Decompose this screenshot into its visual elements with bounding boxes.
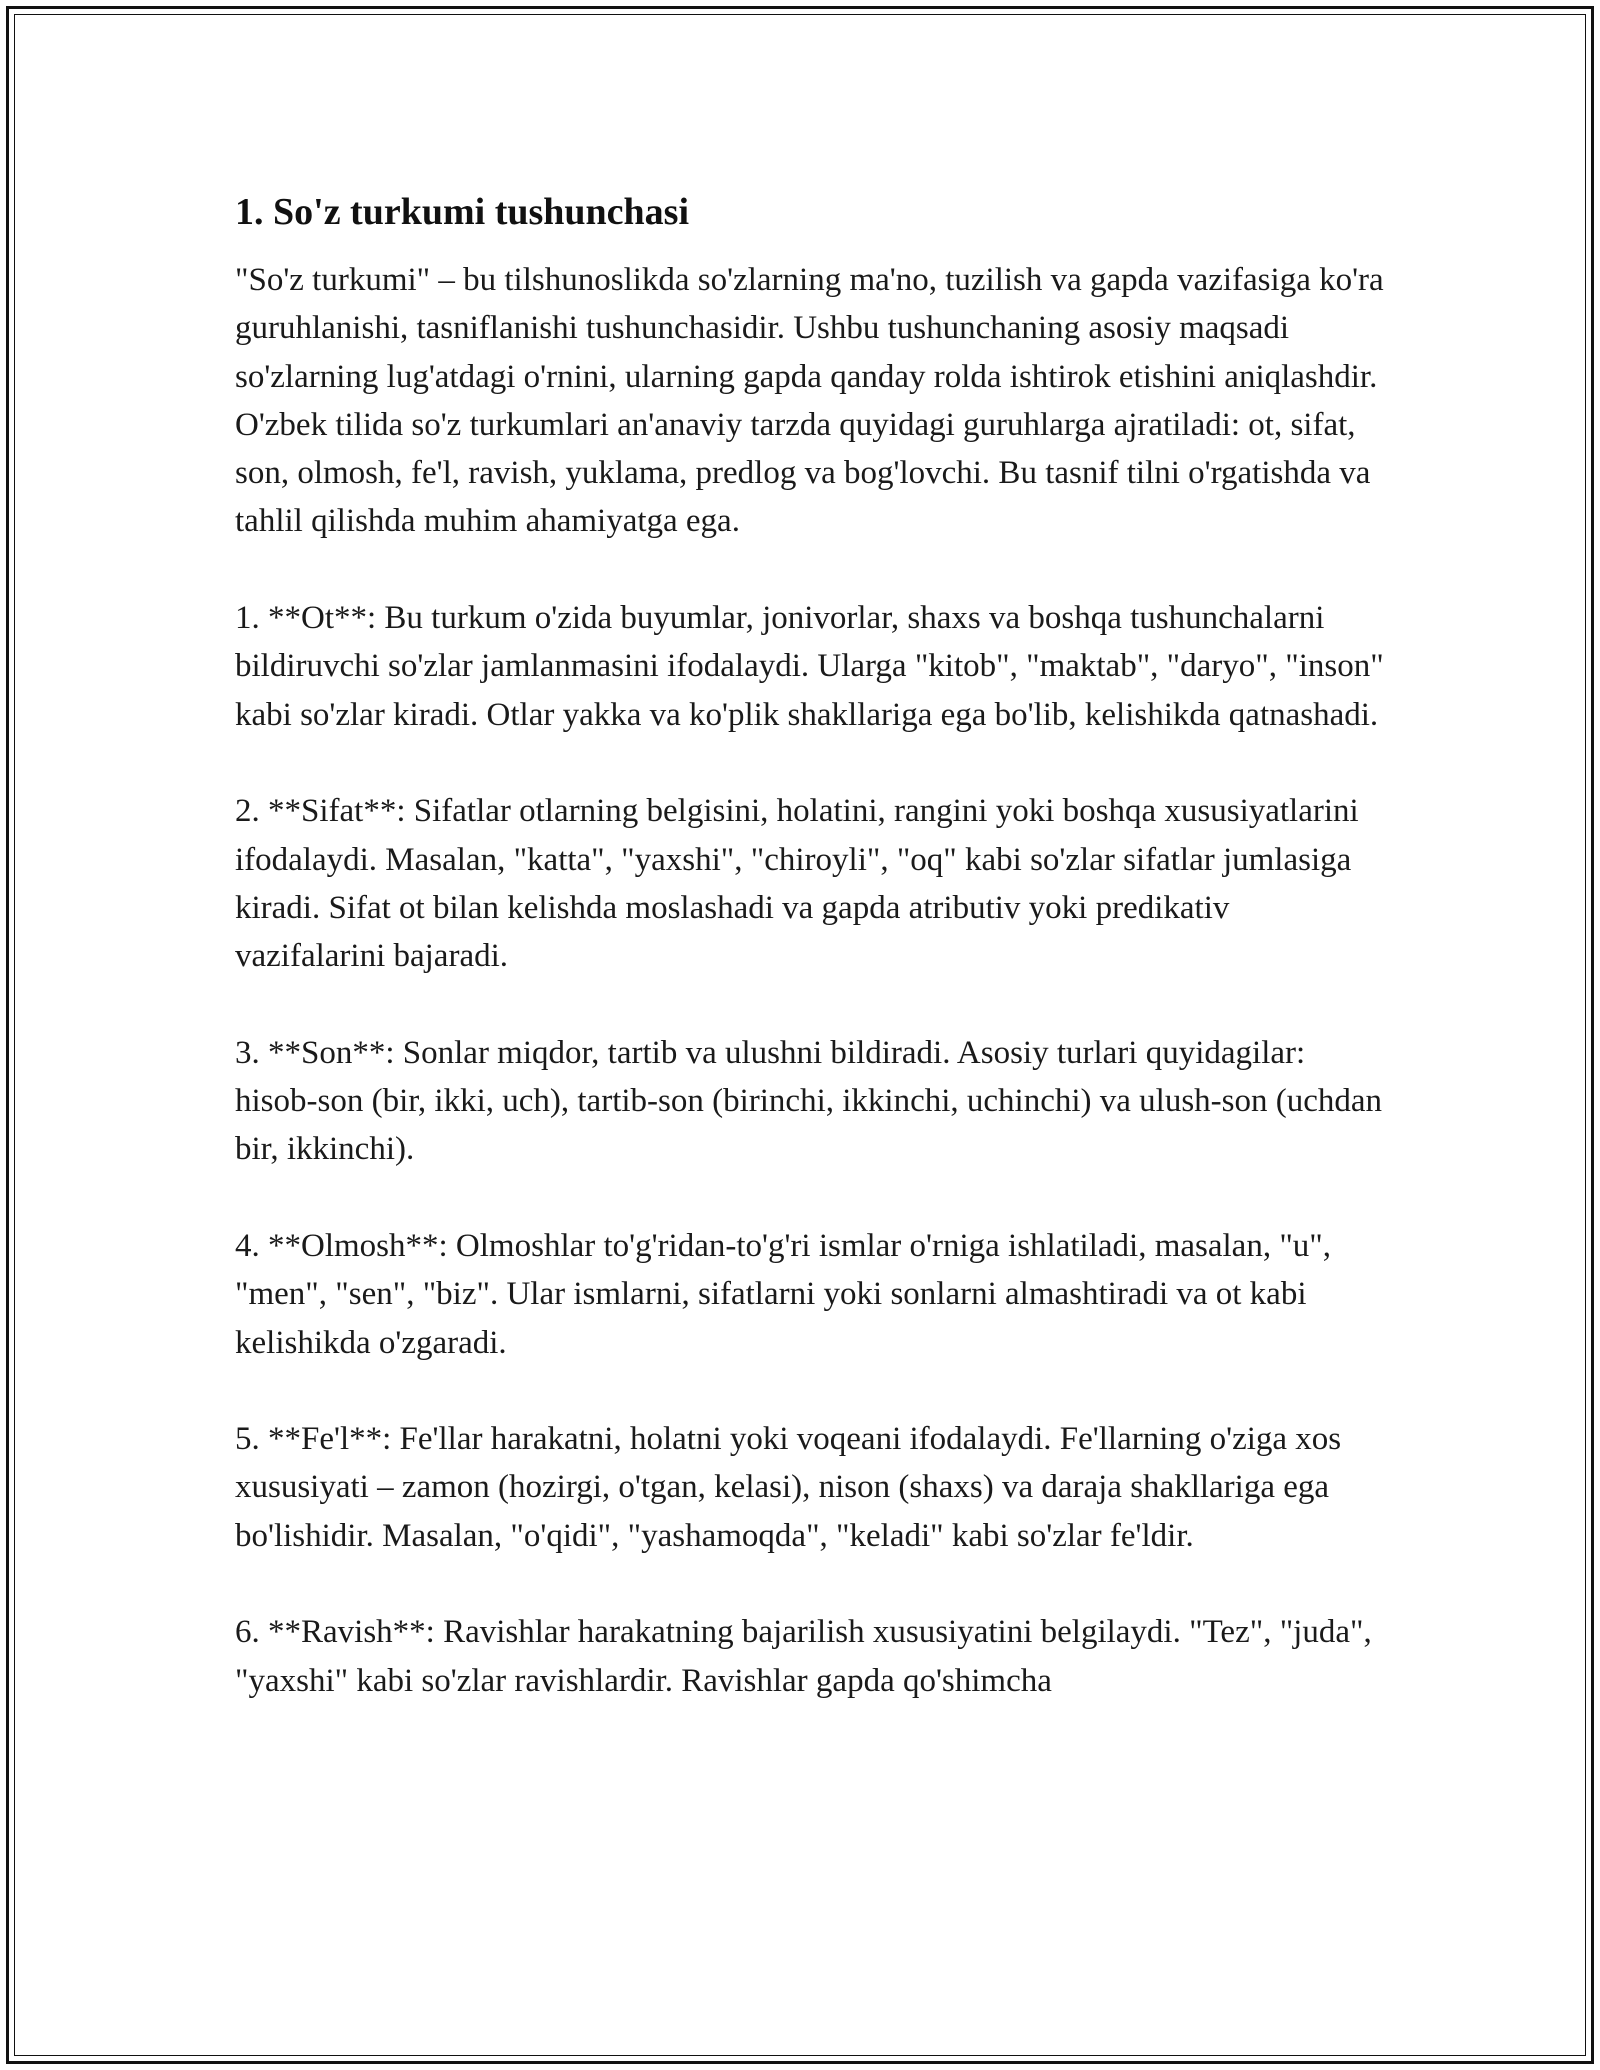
intro-paragraph: "So'z turkumi" – bu tilshunoslikda so'zlarning ma'no, tuzilish va gapda vazifasiga ko'ra guruhlanishi, tasniflanishi tushunchasidir. Ushbu tushunchaning asosiy maqsadi so'zlarning lug'atdagi o'rnini, ularning gapda qanday rolda ishtirok etishini aniqlashdir. O'zbek tilida so'z turkumlari an'anaviy tarzda quyidagi guruhlarga ajratiladi: ot, sifat, son, olmosh, fe'l, ravish, yuklama, predlog va bog'lovchi. Bu tasnif tilni o'rgatishda va tahlil qilishda muhim ahamiyatga ega. (235, 262, 1384, 540)
paragraph-son: 3. **Son**: Sonlar miqdor, tartib va ulushni bildiradi. Asosiy turlari quyidagilar: hisob-son (bir, ikki, uch), tartib-son (birinchi, ikkinchi, uchinchi) va ulush-son (uchdan bir, ikkinchi). (235, 1034, 1383, 1168)
paragraph-ravish: 6. **Ravish**: Ravishlar harakatning bajarilish xususiyatini belgilaydi. "Tez", "juda", "yaxshi" kabi so'zlar ravishlardir. Ravishlar gapda qo'shimcha (235, 1614, 1372, 1699)
section-heading: 1. So'z turkumi tushunchasi (235, 191, 690, 233)
paragraph-sifat: 2. **Sifat**: Sifatlar otlarning belgisini, holatini, rangini yoki boshqa xususiyatlarini ifodalaydi. Masalan, "katta", "yaxshi", "chiroyli", "oq" kabi so'zlar sifatlar jumlasiga kiradi. Sifat ot bilan kelishda moslashadi va gapda atributiv yoki predikativ vazifalarini bajaradi. (235, 793, 1359, 975)
document-body (235, 188, 1385, 1705)
paragraph-ot: 1. **Ot**: Bu turkum o'zida buyumlar, jonivorlar, shaxs va boshqa tushunchalarni bildiruvchi so'zlar jamlanmasini ifodalaydi. Ularga "kitob", "maktab", "daryo", "inson" kabi so'zlar kiradi. Otlar yakka va ko'plik shakllariga ega bo'lib, kelishikda qatnashadi. (235, 600, 1384, 733)
paragraph-olmosh: 4. **Olmosh**: Olmoshlar to'g'ridan-to'g'ri ismlar o'rniga ishlatiladi, masalan, "u", "men", "sen", "biz". Ular ismlarni, sifatlarni yoki sonlarni almashtiradi va ot kabi kelishikda o'zgaradi. (235, 1227, 1332, 1361)
paragraph-fel: 5. **Fe'l**: Fe'llar harakatni, holatni yoki voqeani ifodalaydi. Fe'llarning o'ziga xos xususiyati – zamon (hozirgi, o'tgan, kelasi), nison (shaxs) va daraja shakllariga ega bo'lishidir. Masalan, "o'qidi", "yashamoqda", "keladi" kabi so'zlar fe'ldir. (235, 1421, 1342, 1554)
